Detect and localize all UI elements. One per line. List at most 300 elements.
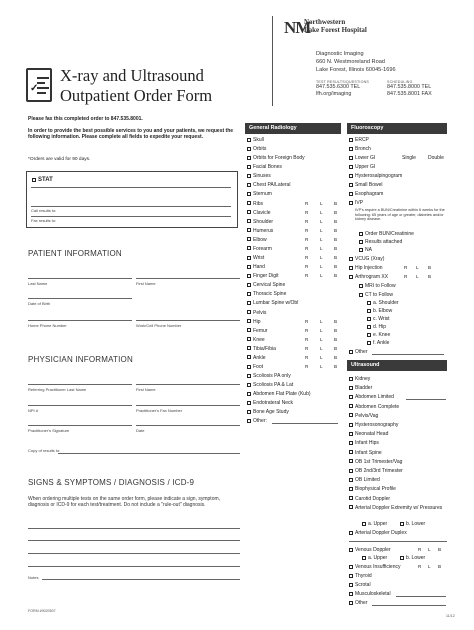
radiology-item-label: Thoracic Spine xyxy=(253,291,287,298)
venous-upper-option[interactable]: a. Upper xyxy=(362,555,387,561)
checkbox[interactable] xyxy=(247,355,251,359)
physician-info-heading: PHYSICIAN INFORMATION xyxy=(28,355,133,364)
hospital-logo: NM xyxy=(284,18,311,37)
checkbox[interactable] xyxy=(247,156,251,160)
checkbox[interactable] xyxy=(349,404,353,408)
ultrasound-item-label: Biophysical Profile xyxy=(355,486,396,493)
arthro-ankle-option[interactable]: f. Ankle xyxy=(367,340,389,346)
venous-insufficiency-option[interactable]: Venous Insufficiency xyxy=(349,564,401,570)
radiology-item[interactable] xyxy=(247,364,263,370)
side-option-l[interactable]: L xyxy=(320,245,323,251)
checkbox[interactable] xyxy=(247,401,251,405)
checkbox[interactable] xyxy=(359,248,363,252)
checkbox[interactable] xyxy=(349,275,353,279)
checkbox[interactable] xyxy=(247,183,251,187)
arterial-duplex-option[interactable]: Arterial Doppler Duplex xyxy=(349,530,407,536)
checkbox[interactable] xyxy=(247,228,251,232)
checkbox[interactable] xyxy=(247,365,251,369)
checkbox[interactable] xyxy=(247,210,251,214)
side-option-l[interactable]: L xyxy=(320,227,323,233)
arthrogram-left[interactable]: L xyxy=(416,274,419,279)
checkbox[interactable] xyxy=(247,192,251,196)
checkbox[interactable] xyxy=(359,232,363,236)
signature-field[interactable]: Practitioner's Signature xyxy=(28,428,70,433)
side-option-l[interactable]: L xyxy=(320,200,323,206)
ultrasound-item[interactable] xyxy=(349,422,398,428)
side-option-r[interactable]: R xyxy=(305,245,309,251)
radiology-item[interactable] xyxy=(247,273,279,279)
radiology-item[interactable] xyxy=(247,346,276,352)
checkbox[interactable] xyxy=(247,301,251,305)
checkbox[interactable] xyxy=(349,469,353,473)
checkbox[interactable] xyxy=(349,505,353,509)
checkbox[interactable] xyxy=(359,293,363,297)
radiology-item[interactable] xyxy=(247,182,290,188)
us-other-option[interactable]: Other xyxy=(349,600,368,606)
results-attached-option[interactable]: Results attached xyxy=(359,239,402,245)
checkbox[interactable] xyxy=(247,374,251,378)
radiology-item[interactable] xyxy=(247,255,264,261)
side-option-r[interactable]: R xyxy=(305,354,309,360)
checkbox[interactable] xyxy=(359,240,363,244)
side-option-r[interactable]: R xyxy=(305,273,309,279)
side-option-b[interactable]: B xyxy=(334,200,338,206)
ivp-option[interactable]: IVP xyxy=(349,200,363,206)
side-option-r[interactable]: R xyxy=(305,209,309,215)
checkbox[interactable] xyxy=(247,265,251,269)
radiology-item[interactable] xyxy=(247,164,282,170)
radiology-item[interactable] xyxy=(247,282,285,288)
radiology-item[interactable] xyxy=(247,173,271,179)
side-option-r[interactable]: R xyxy=(305,255,309,261)
ultrasound-item[interactable] xyxy=(349,431,388,437)
checkbox[interactable] xyxy=(349,531,353,535)
checkbox[interactable] xyxy=(362,522,366,526)
checkbox[interactable] xyxy=(247,256,251,260)
checkbox[interactable] xyxy=(349,147,353,151)
radiology-item[interactable] xyxy=(247,373,291,379)
checkbox[interactable] xyxy=(349,413,353,417)
checkbox[interactable] xyxy=(349,548,353,552)
patient-info-heading: PATIENT INFORMATION xyxy=(28,249,122,258)
side-option-r[interactable]: R xyxy=(305,218,309,224)
checkbox[interactable] xyxy=(349,156,353,160)
fluoroscopy-heading: Fluoroscopy xyxy=(347,123,447,134)
form-date: 11/12 xyxy=(446,614,455,618)
ultrasound-item-label: Arterial Doppler Extremity w/ Pressures xyxy=(355,504,443,511)
hip-left[interactable]: L xyxy=(416,265,419,270)
hip-right[interactable]: R xyxy=(404,265,408,270)
thyroid-option[interactable]: Thyroid xyxy=(349,573,372,579)
checkbox[interactable] xyxy=(349,450,353,454)
checkbox[interactable] xyxy=(367,309,371,313)
ultrasound-item-label: Carotid Doppler xyxy=(355,495,391,502)
checkbox[interactable] xyxy=(349,165,353,169)
checkbox[interactable] xyxy=(247,138,251,142)
ultrasound-item[interactable] xyxy=(349,440,379,446)
ultrasound-item[interactable] xyxy=(349,385,372,391)
fax-instruction: Please fax this completed order to 847.535.8001. xyxy=(28,116,143,122)
arthro-shoulder-option[interactable]: a. Shoulder xyxy=(367,300,399,306)
checkbox[interactable] xyxy=(247,419,251,423)
page-title: X-ray and Ultrasound Outpatient Order Form xyxy=(60,66,213,105)
radiology-item[interactable] xyxy=(247,409,289,415)
radiology-item-label: Knee xyxy=(253,336,265,343)
checkbox[interactable] xyxy=(247,383,251,387)
checkbox[interactable] xyxy=(247,219,251,223)
radiology-item-label: Pelvis xyxy=(253,309,267,316)
radiology-item-label: Chest PA/Lateral xyxy=(253,182,291,189)
esophagram-option[interactable]: Esophagram xyxy=(349,191,383,197)
checkbox[interactable] xyxy=(349,395,353,399)
checkbox[interactable] xyxy=(247,201,251,205)
checkbox[interactable] xyxy=(247,328,251,332)
checkbox[interactable] xyxy=(362,556,366,560)
arthro-knee-option[interactable]: e. Knee xyxy=(367,332,390,338)
checkbox[interactable] xyxy=(349,138,353,142)
checkbox[interactable] xyxy=(349,377,353,381)
checkbox[interactable] xyxy=(349,183,353,187)
checkbox[interactable] xyxy=(349,574,353,578)
arthro-wrist-option[interactable]: c. Wrist xyxy=(367,316,390,322)
fluoro-other-option[interactable]: Other xyxy=(349,349,368,355)
checkbox[interactable] xyxy=(349,423,353,427)
checkbox[interactable] xyxy=(367,325,371,329)
radiology-item-label: Hand xyxy=(253,264,265,271)
npi-field[interactable]: NPI # xyxy=(28,408,39,413)
radiology-item-label: Abdomen Flat Plate (Kub) xyxy=(253,391,311,398)
radiology-item-label: Tibia/Fibia xyxy=(253,345,276,352)
side-option-b[interactable]: B xyxy=(334,227,338,233)
ultrasound-item-label: OB 1st Trimester/Vag xyxy=(355,458,403,465)
radiology-item-label: Skull xyxy=(253,137,264,143)
side-option-l[interactable]: L xyxy=(320,364,323,369)
checkbox[interactable] xyxy=(349,565,353,569)
checkbox[interactable] xyxy=(247,337,251,341)
checkbox[interactable] xyxy=(349,432,353,436)
signs-instruction: When ordering multiple tests on the same order form, please indicate a sign, symptom, diagnosis or ICD-9 for each test/treatment. Do not include a "rule-out" diagnosis. xyxy=(28,496,221,508)
side-option-b[interactable]: B xyxy=(334,236,338,242)
radiology-item[interactable] xyxy=(247,328,267,334)
side-option-b[interactable]: B xyxy=(334,345,338,351)
side-option-r[interactable]: R xyxy=(305,318,309,324)
radiology-item[interactable] xyxy=(247,201,263,207)
insuff-right[interactable]: R xyxy=(418,564,422,569)
ultrasound-item-label: Pelvis/Vag xyxy=(355,412,379,419)
header-divider xyxy=(272,16,273,106)
side-option-b[interactable]: B xyxy=(334,336,338,342)
radiology-item-label: Bone Age Study xyxy=(253,409,289,416)
na-option[interactable]: NA xyxy=(359,247,372,253)
checkbox[interactable] xyxy=(349,592,353,596)
general-radiology-heading: General Radiology xyxy=(245,123,341,134)
ultrasound-item-label: Kidney xyxy=(355,376,371,382)
radiology-item-label: Orbits for Foreign Body xyxy=(253,155,305,162)
side-option-b[interactable]: B xyxy=(334,354,338,360)
checkbox[interactable] xyxy=(349,601,353,605)
other-line xyxy=(272,423,338,424)
side-option-r[interactable]: R xyxy=(305,236,309,242)
ultrasound-item-label: Neonatal Head xyxy=(355,431,389,438)
ultrasound-item[interactable] xyxy=(349,404,399,410)
side-option-b[interactable]: B xyxy=(334,264,338,270)
checkbox[interactable] xyxy=(247,274,251,278)
stat-option[interactable]: STAT xyxy=(32,177,53,183)
side-option-r[interactable]: R xyxy=(305,264,309,270)
physician-first-name-field[interactable]: First Name xyxy=(136,387,156,392)
patient-last-name-field[interactable]: Last Name xyxy=(28,281,48,286)
ultrasound-item[interactable] xyxy=(349,477,380,483)
radiology-item-label: Other: xyxy=(253,418,267,425)
checkbox[interactable] xyxy=(367,333,371,337)
fax-results-field[interactable]: Fax results to: xyxy=(31,218,57,223)
checkbox[interactable] xyxy=(247,165,251,169)
checkbox[interactable] xyxy=(367,341,371,345)
radiology-item-label: Hip xyxy=(253,318,261,325)
work-phone-field[interactable]: Work/Cell Phone Number xyxy=(136,323,182,328)
ct-follow-option[interactable]: CT to Follow xyxy=(359,292,393,298)
radiology-item-label: Lumbar Spine w/Obl xyxy=(253,300,299,307)
checkbox[interactable] xyxy=(247,283,251,287)
radiology-item[interactable] xyxy=(247,246,272,252)
radiology-item[interactable] xyxy=(247,191,272,197)
checkbox[interactable] xyxy=(349,350,353,354)
radiology-item-label: Cervical Spine xyxy=(253,282,286,289)
checkbox[interactable] xyxy=(349,478,353,482)
vcug-option[interactable]: VCUG (Xray) xyxy=(349,256,384,262)
arthro-elbow-option[interactable]: b. Elbow xyxy=(367,308,392,314)
side-option-l[interactable]: L xyxy=(320,264,323,270)
venous-left[interactable]: L xyxy=(428,547,431,552)
upper-gi-option[interactable]: Upper GI xyxy=(349,164,375,170)
department-address: Diagnostic Imaging 660 N. Westmoreland Road Lake Forest, Illinois 60045-1696 xyxy=(316,51,396,74)
radiology-item-label: Femur xyxy=(253,327,268,334)
checkbox[interactable] xyxy=(349,459,353,463)
side-option-r[interactable]: R xyxy=(305,345,309,351)
signs-heading: SIGNS & SYMPTOMS / DIAGNOSIS / ICD-9 xyxy=(28,478,195,487)
radiology-item[interactable] xyxy=(247,146,266,152)
small-bowel-option[interactable]: Small Bowel xyxy=(349,182,383,188)
arterial-lower-option[interactable]: b. Lower xyxy=(400,521,425,527)
arthrogram-right[interactable]: R xyxy=(404,274,408,279)
checkbox[interactable] xyxy=(367,301,371,305)
radiology-item[interactable] xyxy=(247,418,267,424)
checkbox[interactable] xyxy=(367,317,371,321)
checkbox[interactable] xyxy=(349,192,353,196)
side-option-b[interactable]: B xyxy=(334,255,338,261)
checkbox[interactable] xyxy=(247,392,251,396)
radiology-item[interactable] xyxy=(247,219,273,225)
practitioner-fax-field[interactable]: Practitioner's Fax Number xyxy=(136,408,183,413)
checkbox[interactable] xyxy=(349,487,353,491)
radiology-item-label: Ankle xyxy=(253,354,266,361)
checkbox[interactable] xyxy=(349,201,353,205)
stat-checkbox[interactable] xyxy=(32,178,36,182)
hip-bilateral[interactable]: B xyxy=(428,265,432,270)
ultrasound-item-label: Infant Hips xyxy=(355,440,379,447)
side-option-r[interactable]: R xyxy=(305,364,309,369)
radiology-item-label: Scoliosis PA only xyxy=(253,373,291,380)
ultrasound-item-label: Infant Spine xyxy=(355,449,382,456)
checkbox[interactable] xyxy=(247,310,251,314)
call-results-field[interactable]: Call results to: xyxy=(31,208,57,213)
venous-doppler-option[interactable]: Venous Doppler xyxy=(349,547,391,553)
side-option-b[interactable]: B xyxy=(334,318,338,324)
ultrasound-item[interactable] xyxy=(349,376,370,382)
radiology-item-label: Clavicle xyxy=(253,209,271,216)
notes-field[interactable]: Notes xyxy=(28,575,39,580)
mri-follow-option[interactable]: MRI to Follow xyxy=(359,283,396,289)
radiology-item[interactable] xyxy=(247,400,293,406)
radiology-item[interactable] xyxy=(247,310,266,316)
radiology-item-label: Shoulder xyxy=(253,218,274,225)
scrotal-option[interactable]: Scrotal xyxy=(349,582,371,588)
checkbox[interactable] xyxy=(349,257,353,261)
radiology-item[interactable] xyxy=(247,337,265,343)
side-option-b[interactable]: B xyxy=(334,245,338,251)
checkbox[interactable] xyxy=(247,292,251,296)
ultrasound-item[interactable] xyxy=(349,450,382,456)
radiology-item[interactable] xyxy=(247,228,273,234)
ultrasound-item[interactable] xyxy=(349,468,403,474)
radiology-item-label: Wrist xyxy=(253,255,265,262)
radiology-item[interactable] xyxy=(247,291,286,297)
checkbox[interactable] xyxy=(400,556,404,560)
checkbox[interactable] xyxy=(349,583,353,587)
side-option-b[interactable]: B xyxy=(334,364,338,369)
radiology-item[interactable] xyxy=(247,355,266,361)
side-option-l[interactable]: L xyxy=(320,209,323,215)
radiology-item-label: Scoliosis PA & Lat xyxy=(253,382,294,389)
checkbox[interactable] xyxy=(247,410,251,414)
side-option-l[interactable]: L xyxy=(320,345,323,351)
radiology-item-label: Facial Bones xyxy=(253,164,282,171)
side-option-b[interactable]: B xyxy=(334,273,338,279)
checkbox[interactable] xyxy=(247,147,251,151)
radiology-item[interactable] xyxy=(247,391,311,397)
ercp-option[interactable]: ERCP xyxy=(349,137,369,143)
radiology-item-label: Sinuses xyxy=(253,173,271,180)
ivp-note: IVP's require a BUN/Creatinine within 6 weeks for the following: 65 years of age or greater, diabetes and/or kidney disease. xyxy=(355,208,445,222)
radiology-item[interactable] xyxy=(247,210,271,216)
radiology-item[interactable] xyxy=(247,155,305,161)
ultrasound-item-label: Bladder xyxy=(355,385,373,392)
radiology-item[interactable] xyxy=(247,382,293,388)
copy-results-field[interactable]: Copy of results to: xyxy=(28,448,61,453)
insuff-bilateral[interactable]: B xyxy=(438,564,442,569)
checkbox[interactable] xyxy=(349,441,353,445)
date-field[interactable]: Date xyxy=(136,428,145,433)
checkbox[interactable] xyxy=(247,246,251,250)
radiology-item[interactable] xyxy=(247,264,265,270)
checkbox[interactable] xyxy=(247,174,251,178)
side-option-l[interactable]: L xyxy=(320,354,323,360)
radiology-item[interactable] xyxy=(247,237,267,243)
radiology-item-label: Forearm xyxy=(253,245,272,252)
checkbox[interactable] xyxy=(349,386,353,390)
arthro-hip-option[interactable]: d. Hip xyxy=(367,324,386,330)
dob-field[interactable]: Date of Birth xyxy=(28,301,51,306)
side-option-l[interactable]: L xyxy=(320,218,323,224)
validity-note: *Orders are valid for 90 days. xyxy=(28,157,91,162)
side-option-l[interactable]: L xyxy=(320,336,323,342)
side-option-r[interactable]: R xyxy=(305,200,309,206)
side-option-r[interactable]: R xyxy=(305,327,309,333)
ultrasound-item[interactable] xyxy=(349,413,378,419)
radiology-item-label: Orbits xyxy=(253,146,267,153)
ultrasound-item[interactable] xyxy=(349,505,445,511)
lower-gi-single[interactable]: Single xyxy=(402,155,416,161)
checkbox[interactable] xyxy=(400,522,404,526)
checkbox[interactable] xyxy=(349,266,353,270)
checkbox[interactable] xyxy=(247,237,251,241)
side-option-b[interactable]: B xyxy=(334,327,338,333)
side-option-l[interactable]: L xyxy=(320,273,323,279)
radiology-item[interactable] xyxy=(247,300,298,306)
ultrasound-item-label: Abdomen Limited xyxy=(355,394,394,401)
referring-last-name-field[interactable]: Referring Practitioner Last Name xyxy=(28,387,87,392)
side-option-l[interactable]: L xyxy=(320,327,323,333)
side-option-l[interactable]: L xyxy=(320,236,323,242)
ultrasound-item[interactable] xyxy=(349,459,402,465)
bronch-option[interactable]: Bronch xyxy=(349,146,371,152)
side-option-r[interactable]: R xyxy=(305,227,309,233)
radiology-item-label: Endotrateral Neck xyxy=(253,400,294,407)
arthrogram-bilateral[interactable]: B xyxy=(428,274,432,279)
radiology-item-label: Sternum xyxy=(253,191,272,198)
side-option-b[interactable]: B xyxy=(334,209,338,215)
hysterosalpingogram-option[interactable]: Hysterosalpingogram xyxy=(349,173,402,179)
radiology-item-label: Ribs xyxy=(253,200,264,207)
home-phone-field[interactable]: Home Phone Number xyxy=(28,323,67,328)
side-option-l[interactable]: L xyxy=(320,318,323,324)
arthrogram-option[interactable]: Arthrogram XX xyxy=(349,274,388,280)
arterial-upper-option[interactable]: a. Upper xyxy=(362,521,387,527)
musculoskeletal-option[interactable]: Musculoskeletal xyxy=(349,591,391,597)
radiology-item-label: Humerus xyxy=(253,227,274,234)
hip-injection-option[interactable]: Hip Injection xyxy=(349,265,383,271)
radiology-item[interactable] xyxy=(247,319,261,325)
side-option-l[interactable]: L xyxy=(320,255,323,261)
ultrasound-item-label: OB Limited xyxy=(355,477,380,484)
lower-gi-double[interactable]: Double xyxy=(428,155,444,161)
intro-text: In order to provide the best possible services to you and your patients, we request the following information. Please complete all fields to expedite your request. xyxy=(28,128,234,141)
ultrasound-item-label: OB 2nd/3rd Trimester xyxy=(355,468,403,474)
venous-lower-option[interactable]: b. Lower xyxy=(400,555,425,561)
checkbox[interactable] xyxy=(247,346,251,350)
patient-first-name-field[interactable]: First Name xyxy=(136,281,156,286)
checkbox[interactable] xyxy=(359,284,363,288)
side-option-r[interactable]: R xyxy=(305,336,309,342)
stat-box xyxy=(26,171,238,228)
radiology-item-label: Elbow xyxy=(253,236,267,243)
ultrasound-item[interactable] xyxy=(349,486,396,492)
side-option-b[interactable]: B xyxy=(334,218,338,224)
insuff-left[interactable]: L xyxy=(428,564,431,569)
ultrasound-item[interactable] xyxy=(349,394,394,400)
order-form-icon: ✓ xyxy=(26,68,52,102)
order-bun-option[interactable]: Order BUN/Creatinine xyxy=(359,231,414,237)
checkbox[interactable] xyxy=(247,319,251,323)
venous-right[interactable]: R xyxy=(418,547,422,552)
ultrasound-item[interactable] xyxy=(349,496,390,502)
radiology-item[interactable] xyxy=(247,137,264,143)
lower-gi-option[interactable]: Lower GI xyxy=(349,155,375,161)
venous-bilateral[interactable]: B xyxy=(438,547,442,552)
checkbox[interactable] xyxy=(349,174,353,178)
radiology-item-label: Foot xyxy=(253,364,264,370)
checkbox[interactable] xyxy=(349,496,353,500)
